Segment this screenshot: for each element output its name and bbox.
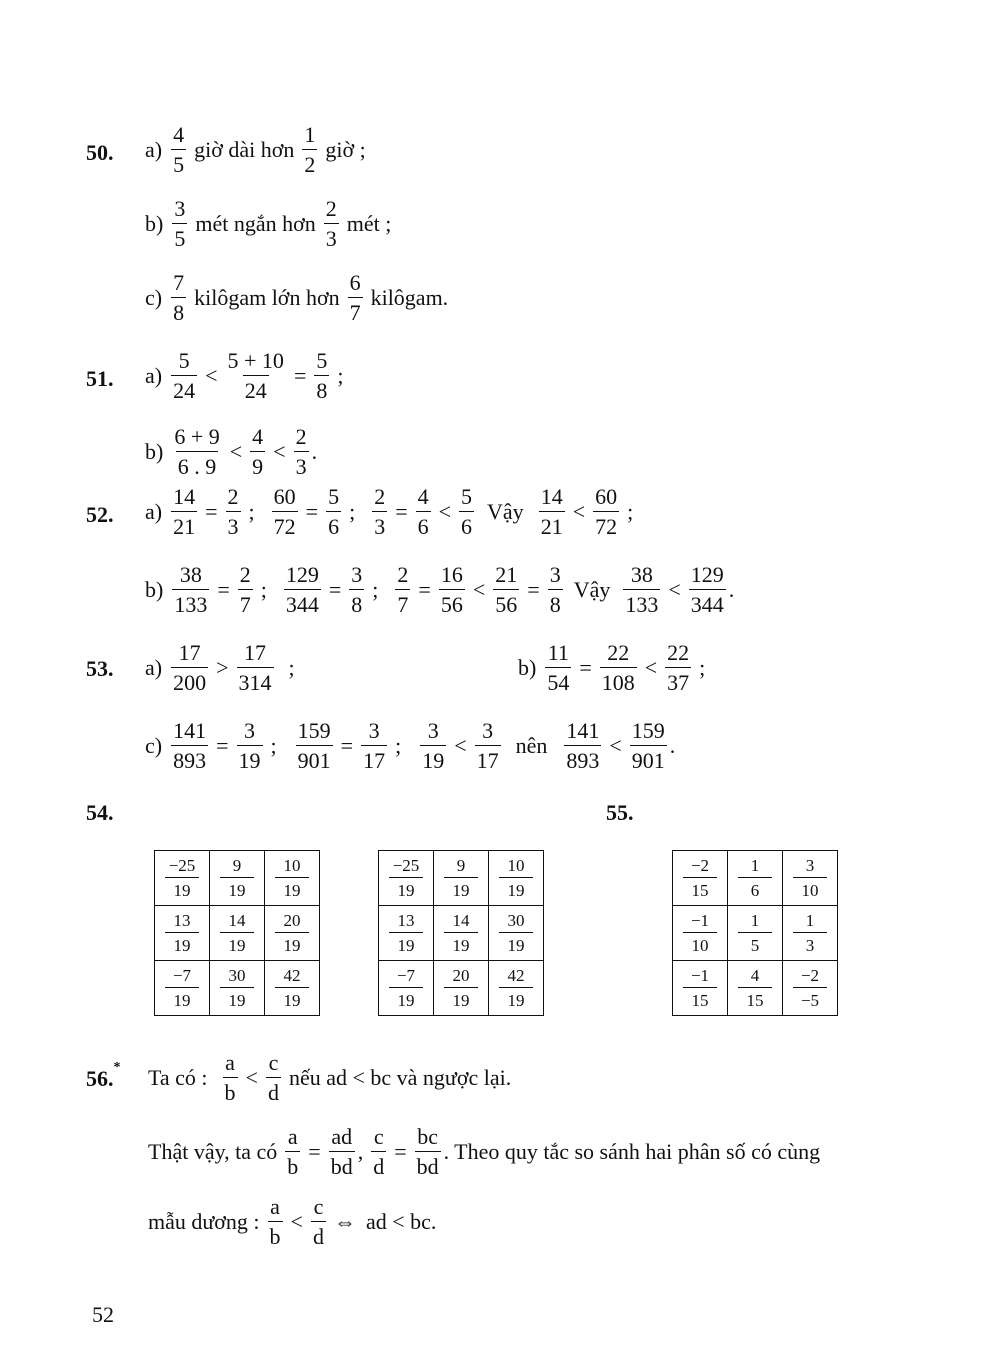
grid-cell [434,961,489,1016]
fraction: $\frac{159}{901}$ [631,718,665,773]
text: ; [337,363,344,388]
problem-56-line1 [148,1052,516,1104]
fraction: $\frac{5}{6}$ [461,484,473,539]
part-label: c) [145,285,163,310]
fraction: $\frac{4}{5}$ [173,122,185,177]
fraction: $\frac{c}{d}$ [312,1194,324,1249]
fraction: $\frac{42}{19}$ [499,967,533,1009]
grid-cell [155,961,210,1016]
text: mẫu dương : [148,1209,260,1234]
fraction: $\frac{1}{6}$ [738,857,772,899]
problem-56-line2: Thật vậy, ta có $\frac{a}{b}$ = $\frac{ad}{bd}$ , $\frac{c}{d}$ = $\frac{bc}{bd}$ . Theo quy tắc so sánh hai phân số có cùng [148,1124,821,1179]
grid-cell [265,851,320,906]
fraction: $\frac{2}{7}$ [239,562,251,617]
fraction: $\frac{17}{314}$ [238,640,272,695]
magic-square-2 [378,850,544,1016]
grid-cell [489,851,544,906]
text: mét ; [346,211,392,236]
text: kilôgam. [370,285,449,310]
part-label: b) [145,577,164,602]
problem-56-line3 [148,1196,441,1248]
fraction: $\frac{14}{19}$ [444,912,478,954]
fraction: $\frac{14}{21}$ [540,484,563,539]
grid-cell [210,961,265,1016]
grid-cell [379,961,434,1016]
fraction: $\frac{16}{56}$ [440,562,463,617]
grid-cell [155,851,210,906]
operator: < [229,439,243,464]
text: Vậy [487,499,524,524]
fraction: $\frac{20}{19}$ [275,912,309,954]
grid-cell [379,906,434,961]
equivalence-symbol: ⇔ [333,1209,356,1234]
fraction: $\frac{14}{19}$ [220,912,254,954]
fraction: $\frac{3}{10}$ [793,857,827,899]
fraction: $\frac{ad}{bd}$ [330,1124,353,1179]
fraction: $\frac{3}{17}$ [476,718,499,773]
fraction: $\frac{4}{6}$ [417,484,429,539]
fraction: $\frac{129}{344}$ [285,562,319,617]
text: mét ngắn hơn [195,211,316,236]
fraction: $\frac{2}{3}$ [325,196,337,251]
fraction: $\frac{22}{37}$ [667,640,690,695]
grid-cell [265,961,320,1016]
fraction: $\frac{11}{54}$ [547,640,570,695]
text: ad < bc. [365,1209,437,1234]
fraction: $\frac{1}{3}$ [793,912,827,954]
part-label: b) [145,439,164,464]
problem-53b: b) $\frac{11}{54}$ = $\frac{22}{108}$ < $\frac{22}{37}$ ; [518,640,706,695]
fraction: $\frac{3}{8}$ [351,562,363,617]
problem-50-number: 50. [86,140,114,165]
part-label: a) [145,655,163,680]
fraction: $\frac{4}{15}$ [738,967,772,1009]
fraction: $\frac{4}{9}$ [252,424,264,479]
grid-cell [783,961,838,1016]
fraction: $\frac{-1}{10}$ [683,912,717,954]
text: nếu ad < bc và ngược lại. [288,1065,512,1090]
fraction: $\frac{9}{19}$ [444,857,478,899]
problem-54-number: 54. [86,800,114,825]
grid-cell [728,906,783,961]
text: nên [515,733,548,758]
problem-50a [145,124,371,176]
fraction: $\frac{6}{7}$ [349,270,361,325]
fraction: $\frac{13}{19}$ [165,912,199,954]
fraction: $\frac{c}{d}$ [373,1124,385,1179]
fraction: $\frac{1}{2}$ [304,122,316,177]
text: . [311,439,318,464]
text: Thật vậy, ta có [148,1139,278,1164]
fraction: $\frac{5}{6}$ [328,484,340,539]
operator: = [293,363,307,388]
text: Ta có : [148,1065,208,1090]
text: kilôgam lớn hơn [194,285,340,310]
text: Vậy [573,577,611,602]
grid-cell [210,851,265,906]
fraction: $\frac{-1}{15}$ [683,967,717,1009]
fraction: $\frac{3}{8}$ [549,562,561,617]
fraction: $\frac{38}{133}$ [174,562,208,617]
grid-cell [783,851,838,906]
grid-cell [434,906,489,961]
fraction: $\frac{2}{3}$ [374,484,386,539]
grid-cell [673,851,728,906]
fraction: $\frac{5}{8}$ [316,348,328,403]
fraction: $\frac{10}{19}$ [499,857,533,899]
fraction: $\frac{22}{108}$ [601,640,635,695]
text: giờ ; [325,137,366,162]
fraction: $\frac{3}{17}$ [363,718,386,773]
grid-cell [673,906,728,961]
problem-51b [145,426,317,478]
fraction: $\frac{30}{19}$ [220,967,254,1009]
fraction: $\frac{21}{56}$ [495,562,518,617]
fraction: $\frac{14}{21}$ [173,484,196,539]
part-label: b) [145,211,164,236]
fraction: $\frac{a}{b}$ [224,1050,236,1105]
grid-cell [210,906,265,961]
fraction: $\frac{38}{133}$ [625,562,659,617]
problem-50c [145,272,453,324]
grid-cell [728,961,783,1016]
grid-cell [265,906,320,961]
fraction: $\frac{5 + 10}{24}$ [227,348,284,403]
part-label: a) [145,363,163,388]
fraction: $\frac{a}{b}$ [287,1124,299,1179]
fraction: $\frac{2}{7}$ [397,562,409,617]
operator: < [273,439,286,464]
fraction: $\frac{129}{344}$ [690,562,724,617]
grid-cell [673,961,728,1016]
grid-cell [489,906,544,961]
fraction: $\frac{-2}{15}$ [683,857,717,899]
fraction: $\frac{2}{3}$ [227,484,239,539]
operator: < [245,1065,258,1090]
magic-square-55 [672,850,838,1016]
fraction: $\frac{60}{72}$ [595,484,618,539]
problem-52b: b) $\frac{38}{133}$ = $\frac{2}{7}$ ; $\frac{129}{344}$ = $\frac{3}{8}$ ; $\frac{2}{7}$ = $\frac{16}{56}$ < $\frac{21}{56}$ = $\frac{3}{8}$ Vậy $\frac{38}{133}$ < $\frac{129}{344}$ . [145,562,735,617]
fraction: $\frac{42}{19}$ [275,967,309,1009]
fraction: $\frac{7}{8}$ [173,270,185,325]
fraction: $\frac{141}{893}$ [566,718,600,773]
magic-square-1 [154,850,320,1016]
fraction: $\frac{20}{19}$ [444,967,478,1009]
fraction: $\frac{bc}{bd}$ [416,1124,439,1179]
fraction: $\frac{9}{19}$ [220,857,254,899]
fraction: $\frac{5}{24}$ [173,348,196,403]
text: giờ dài hơn [194,137,295,162]
problem-56-number: 56.* [86,1060,121,1091]
problem-53-number: 53. [86,656,114,681]
operator: < [290,1209,303,1234]
fraction: $\frac{10}{19}$ [275,857,309,899]
fraction: $\frac{c}{d}$ [267,1050,279,1105]
problem-51a [145,350,348,402]
operator: < [205,363,218,388]
fraction: $\frac{2}{3}$ [295,424,307,479]
part-label: b) [518,655,537,680]
fraction: $\frac{13}{19}$ [389,912,423,954]
fraction: $\frac{60}{72}$ [273,484,296,539]
fraction: $\frac{3}{19}$ [238,718,261,773]
fraction: $\frac{17}{200}$ [173,640,207,695]
page-number: 52 [92,1302,114,1327]
part-label: a) [145,137,163,162]
fraction: $\frac{3}{19}$ [422,718,445,773]
fraction: $\frac{-7}{19}$ [389,967,423,1009]
part-label: a) [145,499,163,524]
fraction: $\frac{-2}{-5}$ [793,967,827,1009]
part-label: c) [145,733,163,758]
problem-52-number: 52. [86,502,114,527]
fraction: $\frac{-25}{19}$ [389,857,423,899]
fraction: $\frac{a}{b}$ [269,1194,281,1249]
fraction: $\frac{1}{5}$ [738,912,772,954]
fraction: $\frac{159}{901}$ [297,718,331,773]
fraction: $\frac{-7}{19}$ [165,967,199,1009]
fraction: $\frac{141}{893}$ [173,718,207,773]
grid-cell [728,851,783,906]
fraction: $\frac{6 + 9}{6 . 9}$ [174,424,220,479]
problem-53c: c) $\frac{141}{893}$ = $\frac{3}{19}$ ; $\frac{159}{901}$ = $\frac{3}{17}$ ; $\frac{3}{19}$ < $\frac{3}{17}$ nên $\frac{141}{893}$ < $\frac{159}{901}$ . [145,718,676,773]
problem-51-number: 51. [86,366,114,391]
grid-cell [155,906,210,961]
fraction: $\frac{3}{5}$ [174,196,186,251]
problem-50b [145,198,396,250]
grid-cell [379,851,434,906]
problem-52a: a) $\frac{14}{21}$ = $\frac{2}{3}$ ; $\frac{60}{72}$ = $\frac{5}{6}$ ; $\frac{2}{3}$ = $\frac{4}{6}$ < $\frac{5}{6}$ Vậy $\frac{14}{21}$ < $\frac{60}{72}$ ; [145,484,634,539]
grid-cell [783,906,838,961]
grid-cell [489,961,544,1016]
star-mark: * [113,1060,121,1075]
problem-53a: a) $\frac{17}{200}$ > $\frac{17}{314}$ ; [145,640,295,695]
fraction: $\frac{-25}{19}$ [165,857,199,899]
text: Theo quy tắc so sánh hai phân số có cùng [454,1139,821,1164]
problem-55-number: 55. [606,800,634,825]
fraction: $\frac{30}{19}$ [499,912,533,954]
grid-cell [434,851,489,906]
